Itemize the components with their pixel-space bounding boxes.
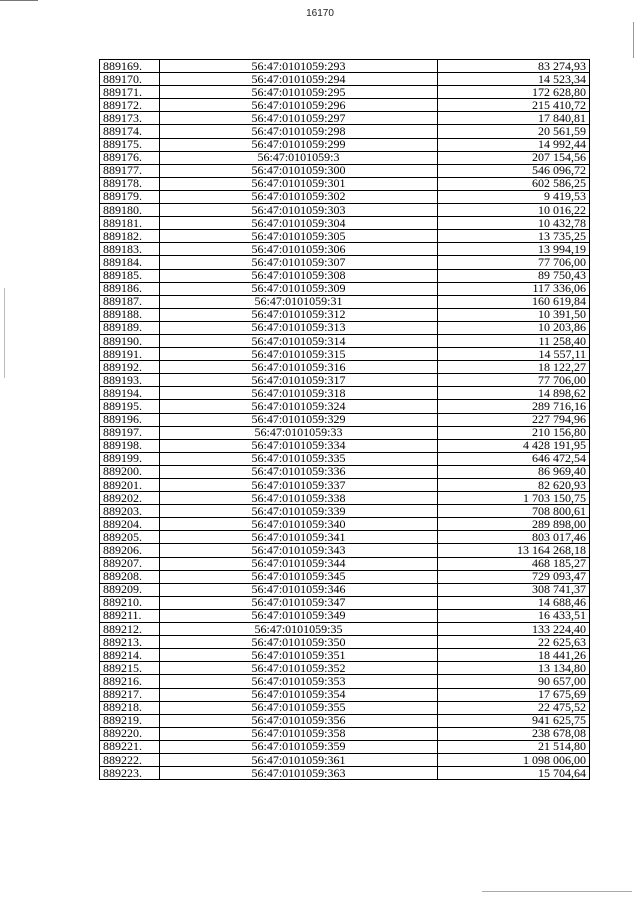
value-cell: 729 093,47 [438,570,590,583]
cadastral-number-cell: 56:47:0101059:294 [160,73,438,86]
table-row [100,439,590,452]
value-cell: 708 800,61 [438,505,590,518]
cadastral-number-cell: 56:47:0101059:313 [160,321,438,334]
row-number-cell: 889177. [100,164,160,177]
row-number-cell: 889182. [100,230,160,243]
row-number-cell: 889214. [100,649,160,662]
value-cell: 20 561,59 [438,125,590,138]
value-cell: 210 156,80 [438,426,590,439]
table-row [100,557,590,570]
value-cell: 14 523,34 [438,73,590,86]
table-row [100,531,590,544]
table-row [100,465,590,478]
table-row [100,308,590,321]
cadastral-number-cell: 56:47:0101059:359 [160,740,438,753]
row-number-cell: 889198. [100,439,160,452]
table-row [100,204,590,217]
table-row [100,583,590,596]
row-number-cell: 889193. [100,374,160,387]
row-number-cell: 889215. [100,662,160,675]
table-row [100,675,590,688]
cadastral-number-cell: 56:47:0101059:334 [160,439,438,452]
value-cell: 289 898,00 [438,518,590,531]
table-row [100,623,590,636]
cadastral-number-cell: 56:47:0101059:31 [160,295,438,308]
row-number-cell: 889216. [100,675,160,688]
table-row [100,112,590,125]
row-number-cell: 889208. [100,570,160,583]
value-cell: 160 619,84 [438,295,590,308]
row-number-cell: 889169. [100,60,160,73]
table-row [100,125,590,138]
table-row [100,753,590,766]
cadastral-number-cell: 56:47:0101059:318 [160,387,438,400]
value-cell: 14 688,46 [438,596,590,609]
table-row [100,767,590,780]
value-cell: 14 992,44 [438,138,590,151]
value-cell: 308 741,37 [438,583,590,596]
table-row [100,151,590,164]
row-number-cell: 889184. [100,256,160,269]
table-row [100,426,590,439]
row-number-cell: 889223. [100,767,160,780]
registry-table [99,59,590,780]
cadastral-number-cell: 56:47:0101059:299 [160,138,438,151]
cadastral-number-cell: 56:47:0101059:300 [160,164,438,177]
table-row [100,740,590,753]
cadastral-number-cell: 56:47:0101059:341 [160,531,438,544]
cadastral-number-cell: 56:47:0101059:349 [160,609,438,622]
table-row [100,190,590,203]
cadastral-number-cell: 56:47:0101059:303 [160,204,438,217]
table-row [100,662,590,675]
cadastral-number-cell: 56:47:0101059:344 [160,557,438,570]
row-number-cell: 889218. [100,701,160,714]
row-number-cell: 889179. [100,190,160,203]
value-cell: 289 716,16 [438,400,590,413]
table-row [100,243,590,256]
row-number-cell: 889192. [100,361,160,374]
row-number-cell: 889209. [100,583,160,596]
table-row [100,295,590,308]
row-number-cell: 889213. [100,636,160,649]
row-number-cell: 889196. [100,413,160,426]
cadastral-number-cell: 56:47:0101059:358 [160,727,438,740]
registry-table-body [100,60,590,780]
cadastral-number-cell: 56:47:0101059:297 [160,112,438,125]
scan-edge-mark [633,22,634,58]
table-row [100,99,590,112]
row-number-cell: 889186. [100,282,160,295]
row-number-cell: 889175. [100,138,160,151]
value-cell: 13 735,25 [438,230,590,243]
row-number-cell: 889195. [100,400,160,413]
table-row [100,505,590,518]
cadastral-number-cell: 56:47:0101059:324 [160,400,438,413]
cadastral-number-cell: 56:47:0101059:336 [160,465,438,478]
cadastral-number-cell: 56:47:0101059:293 [160,60,438,73]
value-cell: 238 678,08 [438,727,590,740]
row-number-cell: 889220. [100,727,160,740]
cadastral-number-cell: 56:47:0101059:298 [160,125,438,138]
scan-edge-mark [0,0,38,1]
cadastral-number-cell: 56:47:0101059:352 [160,662,438,675]
value-cell: 15 704,64 [438,767,590,780]
row-number-cell: 889194. [100,387,160,400]
table-row [100,334,590,347]
value-cell: 17 840,81 [438,112,590,125]
scan-edge-mark [4,288,5,378]
table-row [100,164,590,177]
row-number-cell: 889180. [100,204,160,217]
row-number-cell: 889205. [100,531,160,544]
row-number-cell: 889200. [100,465,160,478]
row-number-cell: 889173. [100,112,160,125]
cadastral-number-cell: 56:47:0101059:354 [160,688,438,701]
table-row [100,701,590,714]
value-cell: 21 514,80 [438,740,590,753]
row-number-cell: 889211. [100,609,160,622]
value-cell: 1 098 006,00 [438,753,590,766]
cadastral-number-cell: 56:47:0101059:302 [160,190,438,203]
table-row [100,596,590,609]
table-row [100,518,590,531]
value-cell: 133 224,40 [438,623,590,636]
cadastral-number-cell: 56:47:0101059:316 [160,361,438,374]
row-number-cell: 889219. [100,714,160,727]
cadastral-number-cell: 56:47:0101059:350 [160,636,438,649]
value-cell: 546 096,72 [438,164,590,177]
cadastral-number-cell: 56:47:0101059:308 [160,269,438,282]
cadastral-number-cell: 56:47:0101059:307 [160,256,438,269]
cadastral-number-cell: 56:47:0101059:33 [160,426,438,439]
cadastral-number-cell: 56:47:0101059:363 [160,767,438,780]
cadastral-number-cell: 56:47:0101059:315 [160,348,438,361]
table-row [100,138,590,151]
value-cell: 172 628,80 [438,86,590,99]
value-cell: 86 969,40 [438,465,590,478]
row-number-cell: 889201. [100,479,160,492]
scan-edge-mark [482,891,632,892]
row-number-cell: 889174. [100,125,160,138]
row-number-cell: 889203. [100,505,160,518]
value-cell: 602 586,25 [438,177,590,190]
cadastral-number-cell: 56:47:0101059:337 [160,479,438,492]
cadastral-number-cell: 56:47:0101059:35 [160,623,438,636]
value-cell: 1 703 150,75 [438,492,590,505]
row-number-cell: 889217. [100,688,160,701]
table-row [100,714,590,727]
value-cell: 90 657,00 [438,675,590,688]
value-cell: 941 625,75 [438,714,590,727]
row-number-cell: 889221. [100,740,160,753]
table-row [100,73,590,86]
cadastral-number-cell: 56:47:0101059:356 [160,714,438,727]
table-row [100,269,590,282]
table-row [100,282,590,295]
cadastral-number-cell: 56:47:0101059:317 [160,374,438,387]
cadastral-number-cell: 56:47:0101059:339 [160,505,438,518]
table-row [100,570,590,583]
value-cell: 468 185,27 [438,557,590,570]
row-number-cell: 889188. [100,308,160,321]
value-cell: 17 675,69 [438,688,590,701]
cadastral-number-cell: 56:47:0101059:351 [160,649,438,662]
cadastral-number-cell: 56:47:0101059:3 [160,151,438,164]
cadastral-number-cell: 56:47:0101059:335 [160,452,438,465]
cadastral-number-cell: 56:47:0101059:340 [160,518,438,531]
row-number-cell: 889172. [100,99,160,112]
table-row [100,400,590,413]
table-row [100,492,590,505]
cadastral-number-cell: 56:47:0101059:361 [160,753,438,766]
value-cell: 10 203,86 [438,321,590,334]
value-cell: 89 750,43 [438,269,590,282]
table-row [100,86,590,99]
row-number-cell: 889202. [100,492,160,505]
value-cell: 77 706,00 [438,374,590,387]
cadastral-number-cell: 56:47:0101059:355 [160,701,438,714]
table-row [100,177,590,190]
row-number-cell: 889197. [100,426,160,439]
value-cell: 18 122,27 [438,361,590,374]
cadastral-number-cell: 56:47:0101059:305 [160,230,438,243]
row-number-cell: 889178. [100,177,160,190]
value-cell: 18 441,26 [438,649,590,662]
row-number-cell: 889187. [100,295,160,308]
row-number-cell: 889190. [100,334,160,347]
table-row [100,361,590,374]
row-number-cell: 889207. [100,557,160,570]
cadastral-number-cell: 56:47:0101059:347 [160,596,438,609]
value-cell: 11 258,40 [438,334,590,347]
value-cell: 77 706,00 [438,256,590,269]
value-cell: 227 794,96 [438,413,590,426]
value-cell: 16 433,51 [438,609,590,622]
table-row [100,230,590,243]
table-row [100,387,590,400]
row-number-cell: 889212. [100,623,160,636]
row-number-cell: 889171. [100,86,160,99]
row-number-cell: 889185. [100,269,160,282]
table-row [100,544,590,557]
row-number-cell: 889199. [100,452,160,465]
row-number-cell: 889206. [100,544,160,557]
table-row [100,452,590,465]
table-row [100,609,590,622]
table-row [100,413,590,426]
cadastral-number-cell: 56:47:0101059:295 [160,86,438,99]
value-cell: 4 428 191,95 [438,439,590,452]
row-number-cell: 889191. [100,348,160,361]
cadastral-number-cell: 56:47:0101059:312 [160,308,438,321]
row-number-cell: 889183. [100,243,160,256]
value-cell: 14 557,11 [438,348,590,361]
value-cell: 10 016,22 [438,204,590,217]
cadastral-number-cell: 56:47:0101059:338 [160,492,438,505]
cadastral-number-cell: 56:47:0101059:301 [160,177,438,190]
cadastral-number-cell: 56:47:0101059:296 [160,99,438,112]
table-row [100,374,590,387]
table-row [100,479,590,492]
table-row [100,727,590,740]
cadastral-number-cell: 56:47:0101059:306 [160,243,438,256]
table-row [100,256,590,269]
value-cell: 82 620,93 [438,479,590,492]
row-number-cell: 889176. [100,151,160,164]
value-cell: 9 419,53 [438,190,590,203]
value-cell: 803 017,46 [438,531,590,544]
row-number-cell: 889170. [100,73,160,86]
table-row [100,636,590,649]
table-row [100,688,590,701]
value-cell: 10 432,78 [438,217,590,230]
row-number-cell: 889204. [100,518,160,531]
row-number-cell: 889222. [100,753,160,766]
table-row [100,348,590,361]
value-cell: 13 994,19 [438,243,590,256]
cadastral-number-cell: 56:47:0101059:314 [160,334,438,347]
value-cell: 646 472,54 [438,452,590,465]
cadastral-number-cell: 56:47:0101059:346 [160,583,438,596]
table-row [100,217,590,230]
cadastral-number-cell: 56:47:0101059:329 [160,413,438,426]
value-cell: 215 410,72 [438,99,590,112]
cadastral-number-cell: 56:47:0101059:345 [160,570,438,583]
value-cell: 207 154,56 [438,151,590,164]
table-row [100,649,590,662]
table-row [100,60,590,73]
value-cell: 13 164 268,18 [438,544,590,557]
value-cell: 22 475,52 [438,701,590,714]
row-number-cell: 889181. [100,217,160,230]
cadastral-number-cell: 56:47:0101059:353 [160,675,438,688]
value-cell: 22 625,63 [438,636,590,649]
table-row [100,321,590,334]
row-number-cell: 889210. [100,596,160,609]
page-number: 16170 [306,8,334,19]
row-number-cell: 889189. [100,321,160,334]
cadastral-number-cell: 56:47:0101059:309 [160,282,438,295]
value-cell: 117 336,06 [438,282,590,295]
cadastral-number-cell: 56:47:0101059:343 [160,544,438,557]
value-cell: 13 134,80 [438,662,590,675]
cadastral-number-cell: 56:47:0101059:304 [160,217,438,230]
value-cell: 14 898,62 [438,387,590,400]
value-cell: 10 391,50 [438,308,590,321]
value-cell: 83 274,93 [438,60,590,73]
